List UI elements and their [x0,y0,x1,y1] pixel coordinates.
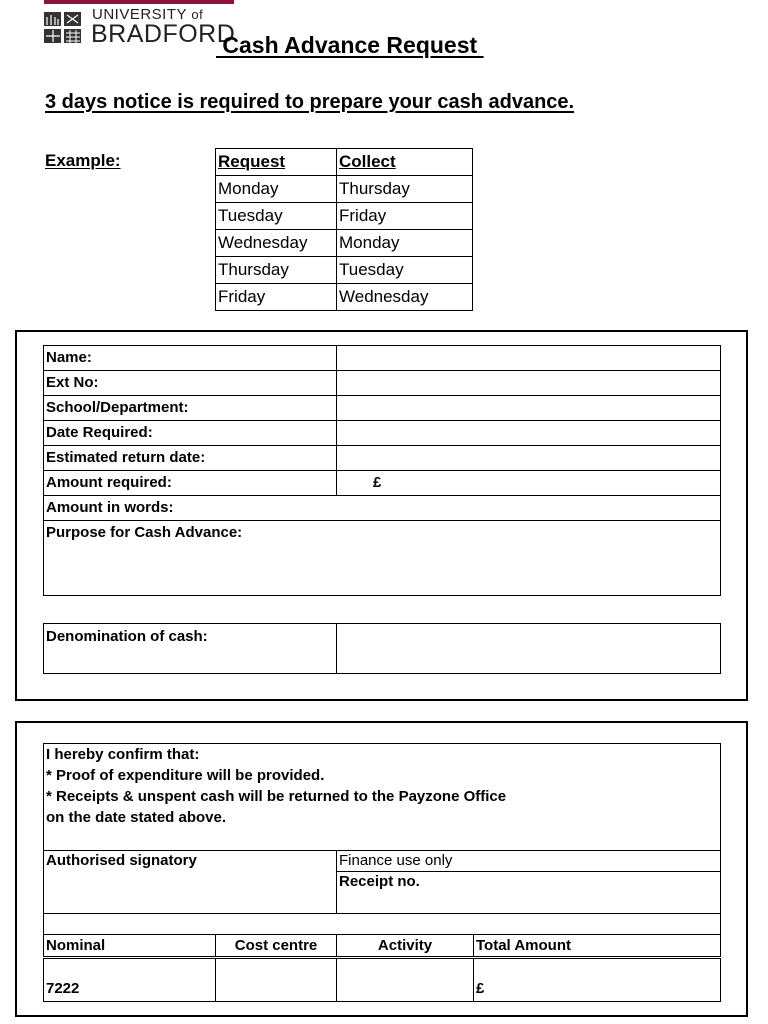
name-label: Name: [44,346,337,371]
page-title: Cash Advance Request [216,32,484,58]
confirmation-table [43,743,721,1002]
school-field[interactable] [337,396,721,421]
example-request-cell: Tuesday [216,203,337,230]
example-row [216,203,473,230]
amount-words-field[interactable]: Amount in words: [44,496,721,521]
request-details-table [43,345,721,596]
nominal-value[interactable]: 7222 [44,958,216,1002]
purpose-field[interactable]: Purpose for Cash Advance: [44,521,721,596]
name-field[interactable] [337,346,721,371]
example-header-request: Request [216,149,337,176]
example-collect-cell: Friday [337,203,473,230]
date-required-field[interactable] [337,421,721,446]
example-row [216,230,473,257]
example-request-cell: Thursday [216,257,337,284]
example-header-row [216,149,473,176]
example-row [216,176,473,203]
example-collect-cell: Tuesday [337,257,473,284]
cost-centre-field[interactable] [216,958,337,1002]
confirm-line: on the date stated above. [46,809,227,826]
logo-university-text: UNIVERSITY of [92,6,204,23]
denomination-table [43,623,721,674]
denomination-label: Denomination of cash: [44,624,337,674]
return-date-label: Estimated return date: [44,446,337,471]
logo-brand-bar [44,0,234,4]
amount-required-field[interactable]: £ [337,471,721,496]
example-header-collect: Collect [337,149,473,176]
spacer-row [44,914,721,935]
denomination-field[interactable] [337,624,721,674]
example-table [215,148,473,311]
example-collect-cell: Wednesday [337,284,473,311]
date-required-label: Date Required: [44,421,337,446]
university-crest-icon [43,11,83,45]
ext-label: Ext No: [44,371,337,396]
confirm-line: * Proof of expenditure will be provided. [46,767,325,784]
authorised-signatory-label: Authorised signatory [46,852,197,869]
example-row [216,284,473,311]
school-label: School/Department: [44,396,337,421]
confirmation-statement [44,744,721,851]
notice-text: 3 days notice is required to prepare your cash advance. [45,91,575,113]
nominal-header: Nominal [44,935,216,958]
receipt-no-field[interactable] [337,872,721,914]
example-collect-cell: Monday [337,230,473,257]
confirm-line: * Receipts & unspent cash will be returned to the Payzone Office [46,788,507,805]
example-row [216,257,473,284]
amount-required-label: Amount required: [44,471,337,496]
total-amount-field[interactable]: £ [474,958,721,1002]
logo-bradford-text: BRADFORD [91,20,236,48]
return-date-field[interactable] [337,446,721,471]
example-label: Example: [45,151,121,170]
example-collect-cell: Thursday [337,176,473,203]
finance-use-label: Finance use only [337,851,721,872]
example-request-cell: Friday [216,284,337,311]
activity-header: Activity [337,935,474,958]
ext-field[interactable] [337,371,721,396]
cost-centre-header: Cost centre [216,935,337,958]
activity-field[interactable] [337,958,474,1002]
example-request-cell: Monday [216,176,337,203]
confirm-line: I hereby confirm that: [46,746,200,763]
authorised-signatory-field[interactable] [44,851,337,914]
receipt-no-label: Receipt no. [339,873,420,890]
example-request-cell: Wednesday [216,230,337,257]
total-amount-header: Total Amount [474,935,721,958]
